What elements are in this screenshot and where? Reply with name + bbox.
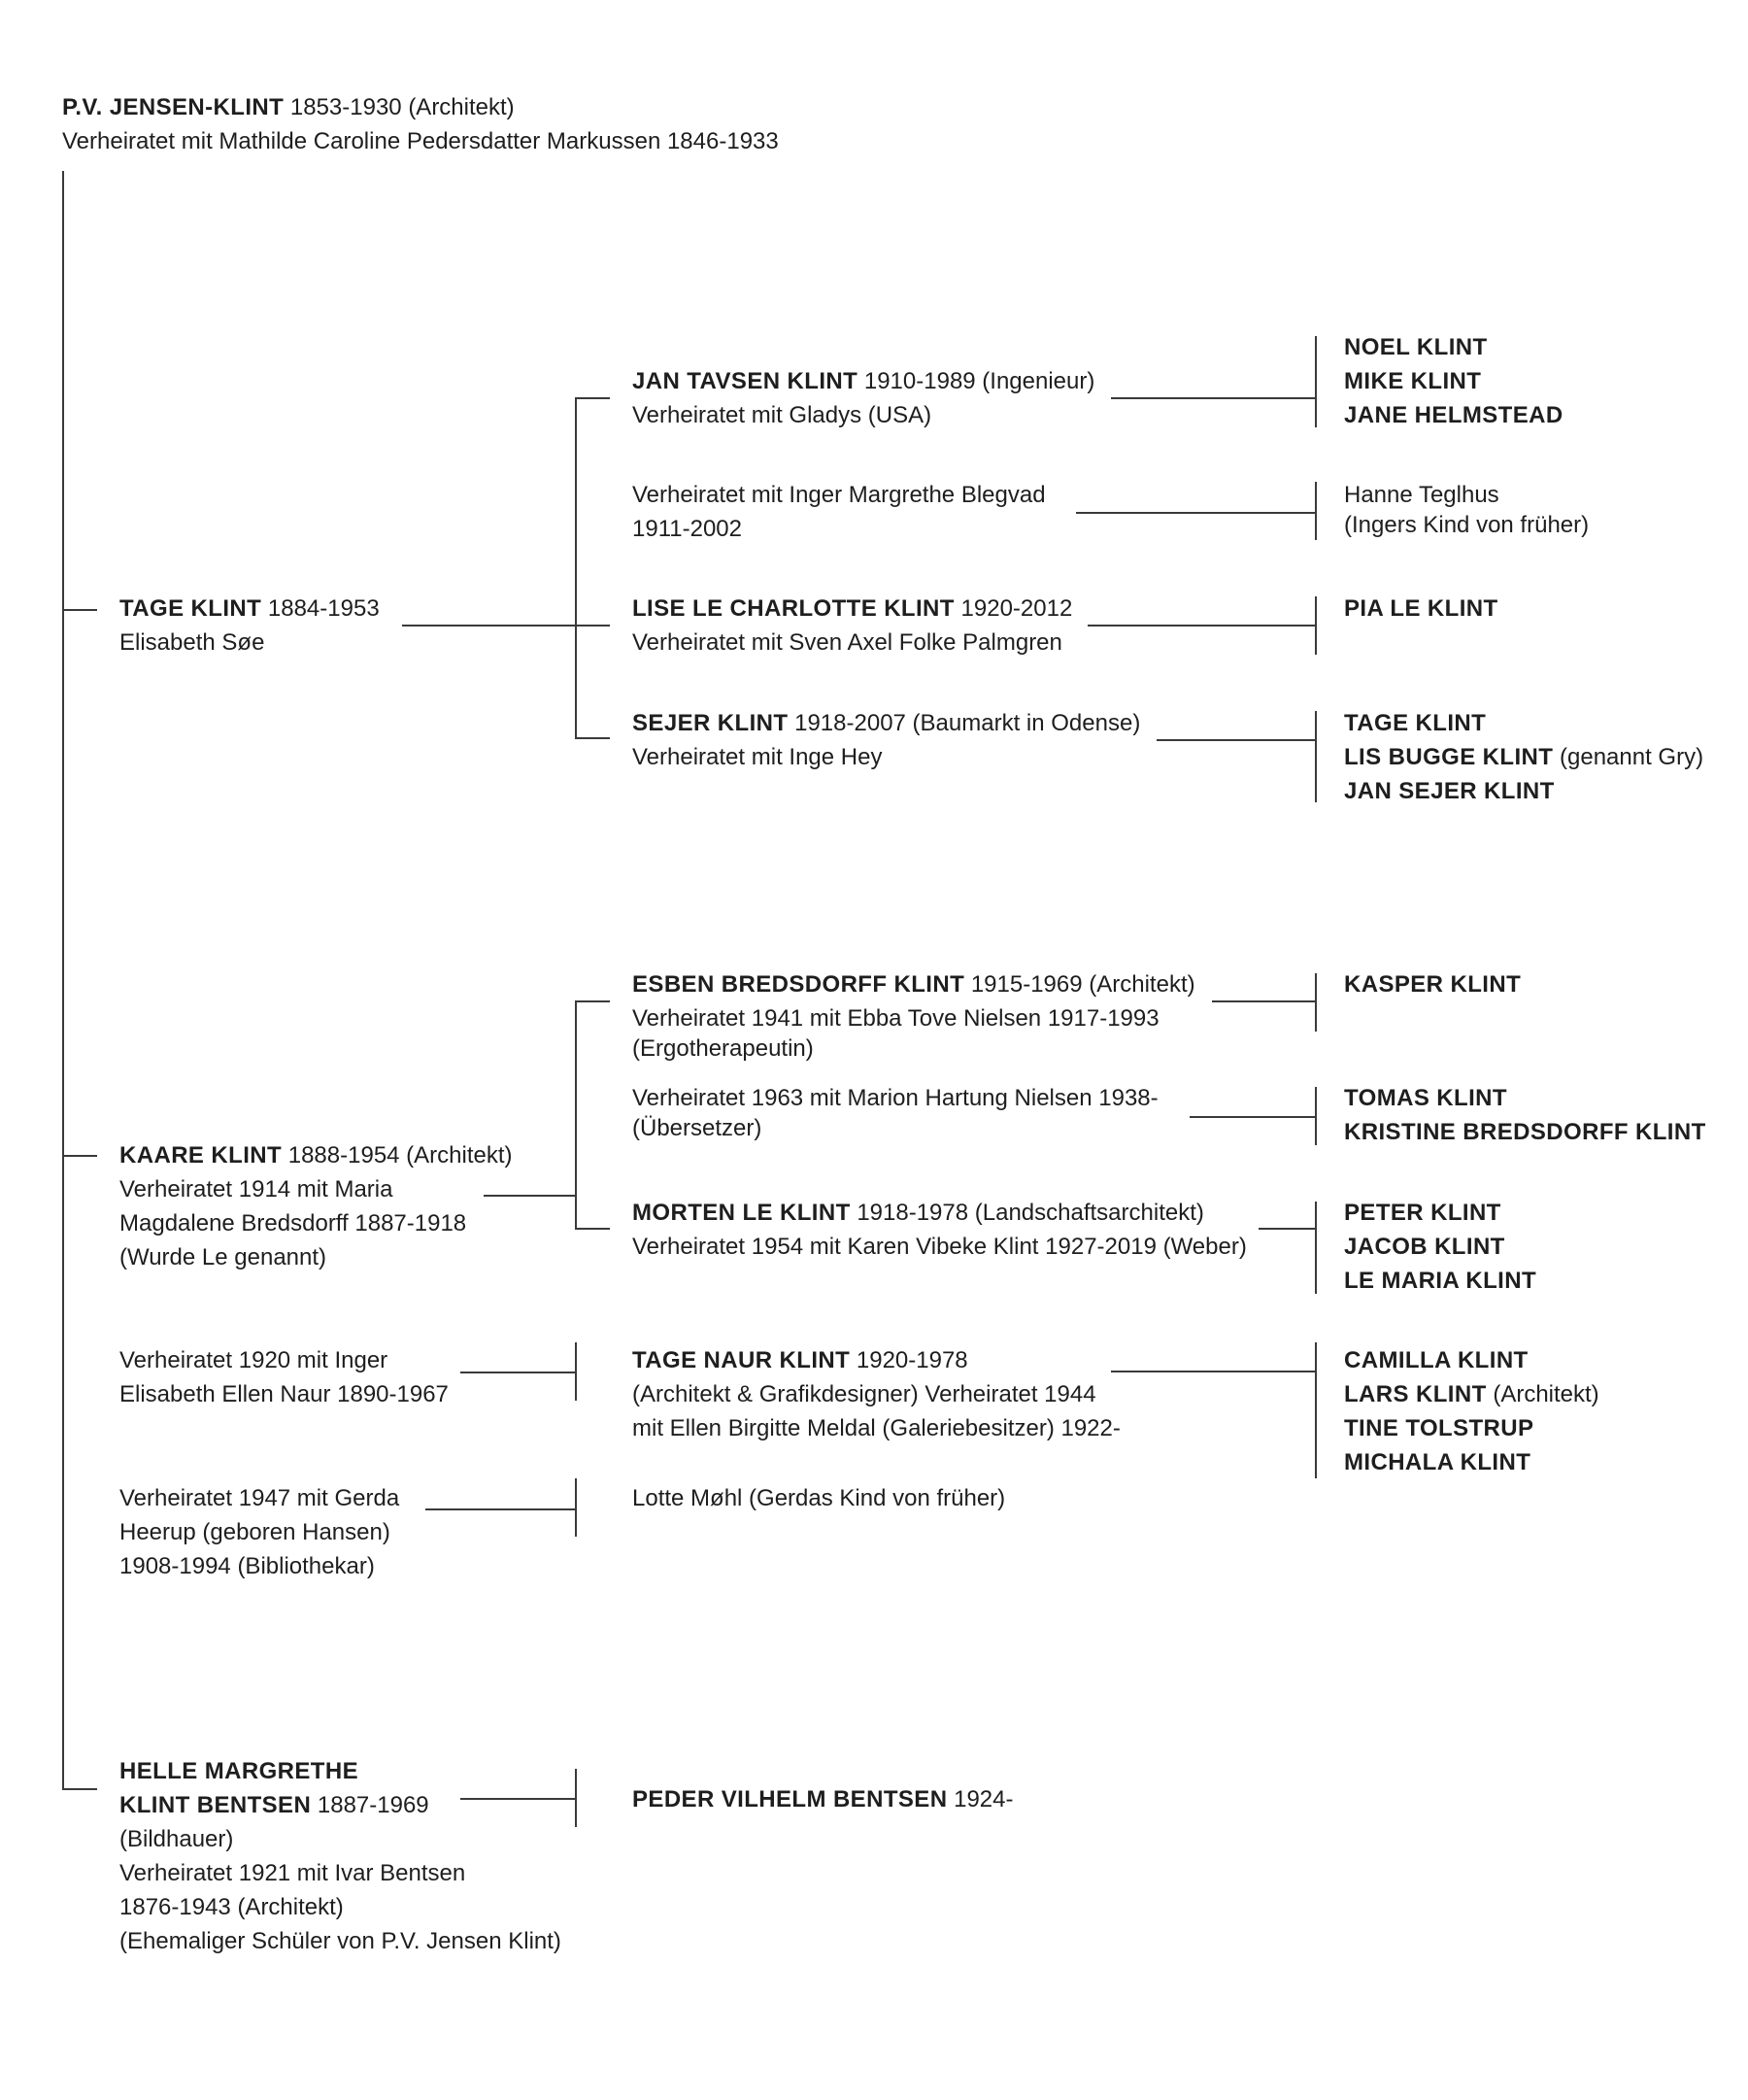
grandchild-pia: PIA LE KLINT — [1344, 595, 1498, 622]
jan-years: 1910-1989 (Ingenieur) — [863, 368, 1095, 394]
jan-bracket-tick — [575, 397, 610, 399]
kaare-marriage3-line1: Verheiratet 1947 mit Gerda — [119, 1485, 400, 1511]
peder-person — [632, 1782, 1014, 1816]
lise-person — [632, 592, 1072, 626]
lise-years: 1920-2012 — [960, 595, 1073, 622]
esben2-grandchildren-bracket — [1315, 1087, 1317, 1145]
marriage2-connector — [460, 1372, 577, 1373]
grandchild-noel: NOEL KLINT — [1344, 334, 1488, 360]
grandchild-lars: LARS KLINT (Architekt) — [1344, 1381, 1599, 1407]
grandchild-lis: LIS BUGGE KLINT (genannt Gry) — [1344, 744, 1704, 770]
sejer-grandchildren-bracket — [1315, 711, 1317, 802]
jan-marriage2-line2: 1911-2002 — [632, 516, 742, 542]
tagenaur-line3: mit Ellen Birgitte Meldal (Galeriebesitzer) 1922- — [632, 1415, 1121, 1441]
jan-spouse: Verheiratet mit Gladys (USA) — [632, 402, 932, 428]
tage-branch-line — [62, 609, 97, 611]
morten-name: MORTEN LE KLINT — [632, 1200, 851, 1226]
jan-grandchildren-bracket — [1315, 336, 1317, 427]
lise-grandchildren-bracket — [1315, 596, 1317, 655]
esben-marriage2-line1: Verheiratet 1963 mit Marion Hartung Nielsen 1938- — [632, 1085, 1159, 1111]
tage-name: TAGE KLINT — [119, 595, 262, 622]
tagenaur-line2: (Architekt & Grafikdesigner) Verheiratet 1944 — [632, 1381, 1096, 1407]
kaare-years: 1888-1954 (Architekt) — [287, 1142, 513, 1169]
sejer-grandchildren-connector — [1157, 739, 1317, 741]
grandchild-jacob: JACOB KLINT — [1344, 1234, 1505, 1260]
hanne-bracket — [1315, 482, 1317, 540]
sejer-name: SEJER KLINT — [632, 710, 789, 736]
esben2-grandchildren-connector — [1190, 1116, 1317, 1118]
tagenaur-years: 1920-1978 — [856, 1347, 968, 1373]
morten-person — [632, 1196, 1204, 1230]
grandchild-camilla: CAMILLA KLINT — [1344, 1347, 1529, 1373]
helle-line6: (Ehemaliger Schüler von P.V. Jensen Klint) — [119, 1928, 561, 1954]
helle-line4: Verheiratet 1921 mit Ivar Bentsen — [119, 1860, 466, 1886]
helle-line3: (Bildhauer) — [119, 1826, 234, 1852]
kaare-branch-line — [62, 1155, 97, 1157]
tage-children-bracket — [575, 397, 577, 739]
esben-name: ESBEN BREDSDORFF KLINT — [632, 971, 965, 998]
lise-name: LISE LE CHARLOTTE KLINT — [632, 595, 955, 622]
tage-spouse: Elisabeth Søe — [119, 629, 265, 656]
marriage2-bracket — [575, 1342, 577, 1401]
root-trunk-line — [62, 171, 64, 1788]
helle-line1: HELLE MARGRETHE — [119, 1758, 358, 1784]
grandchild-tine: TINE TOLSTRUP — [1344, 1415, 1534, 1441]
grandchild-le-maria: LE MARIA KLINT — [1344, 1268, 1537, 1294]
sejer-bracket-tick — [575, 737, 610, 739]
kaare-marriage2-line1: Verheiratet 1920 mit Inger — [119, 1347, 388, 1373]
morten-line2: Verheiratet 1954 mit Karen Vibeke Klint 1927-2019 (Weber) — [632, 1234, 1247, 1260]
grandchild-hanne-line2: (Ingers Kind von früher) — [1344, 512, 1590, 538]
grandchild-tomas: TOMAS KLINT — [1344, 1085, 1507, 1111]
marriage3-connector — [425, 1508, 577, 1510]
lise-spouse: Verheiratet mit Sven Axel Folke Palmgren — [632, 629, 1062, 656]
esben-person — [632, 967, 1195, 1001]
esben-years: 1915-1969 (Architekt) — [970, 971, 1195, 998]
grandchild-jan-sejer: JAN SEJER KLINT — [1344, 778, 1555, 804]
sejer-spouse: Verheiratet mit Inge Hey — [632, 744, 883, 770]
tage-person — [119, 592, 380, 626]
morten-grandchildren-bracket — [1315, 1202, 1317, 1294]
kaare-name: KAARE KLINT — [119, 1142, 283, 1169]
root-years: 1853-1930 (Architekt) — [289, 94, 515, 120]
helle-years: 1887-1969 — [317, 1792, 429, 1818]
esben-bracket-tick — [575, 1000, 610, 1002]
helle-person — [119, 1788, 429, 1822]
morten-bracket-tick — [575, 1228, 610, 1230]
jan-name: JAN TAVSEN KLINT — [632, 368, 858, 394]
tagenaur-name: TAGE NAUR KLINT — [632, 1347, 851, 1373]
peder-name: PEDER VILHELM BENTSEN — [632, 1786, 948, 1812]
sejer-years: 1918-2007 (Baumarkt in Odense) — [794, 710, 1141, 736]
grandchild-kasper: KASPER KLINT — [1344, 971, 1522, 998]
tage-years: 1884-1953 — [267, 595, 380, 622]
kaare-children-bracket — [575, 1000, 577, 1230]
marriage3-bracket — [575, 1478, 577, 1537]
tagenaur-grandchildren-connector — [1111, 1371, 1317, 1372]
morten-years: 1918-1978 (Landschaftsarchitekt) — [857, 1200, 1204, 1226]
esben-grandchildren-bracket — [1315, 973, 1317, 1032]
kaare-marriage3-line2: Heerup (geboren Hansen) — [119, 1519, 390, 1545]
grandchild-peter: PETER KLINT — [1344, 1200, 1501, 1226]
kaare-marriage3-line3: 1908-1994 (Bibliothekar) — [119, 1553, 375, 1579]
esben-line2: Verheiratet 1941 mit Ebba Tove Nielsen 1917-1993 — [632, 1005, 1160, 1032]
helle-branch-line — [62, 1788, 97, 1790]
lise-grandchildren-connector — [1088, 625, 1317, 627]
kaare-children-connector — [484, 1195, 577, 1197]
kaare-line3: Magdalene Bredsdorff 1887-1918 — [119, 1210, 467, 1236]
grandchild-hanne-line1: Hanne Teglhus — [1344, 482, 1499, 508]
tage-children-connector — [402, 625, 610, 627]
grandchild-mike: MIKE KLINT — [1344, 368, 1482, 394]
grandchild-kristine: KRISTINE BREDSDORFF KLINT — [1344, 1119, 1706, 1145]
jan-tavsen-person — [632, 364, 1094, 398]
hanne-connector — [1076, 512, 1317, 514]
grandchild-jane: JANE HELMSTEAD — [1344, 402, 1563, 428]
kaare-marriage2-line2: Elisabeth Ellen Naur 1890-1967 — [119, 1381, 449, 1407]
jan-marriage2-line1: Verheiratet mit Inger Margrethe Blegvad — [632, 482, 1046, 508]
grandchild-michala: MICHALA KLINT — [1344, 1449, 1531, 1475]
kaare-person — [119, 1138, 513, 1172]
esben-grandchildren-connector — [1212, 1000, 1317, 1002]
helle-children-bracket — [575, 1769, 577, 1827]
peder-years: 1924- — [954, 1786, 1014, 1812]
helle-children-connector — [460, 1798, 577, 1800]
jan-grandchildren-connector — [1111, 397, 1317, 399]
tagenaur-person — [632, 1343, 968, 1377]
helle-line5: 1876-1943 (Architekt) — [119, 1894, 344, 1920]
helle-name: KLINT BENTSEN — [119, 1792, 312, 1818]
root-spouse: Verheiratet mit Mathilde Caroline Pedersdatter Markussen 1846-1933 — [62, 128, 779, 154]
lotte-person: Lotte Møhl (Gerdas Kind von früher) — [632, 1485, 1006, 1511]
esben-marriage2-line2: (Übersetzer) — [632, 1115, 762, 1141]
kaare-line4: (Wurde Le genannt) — [119, 1244, 327, 1270]
root-person — [62, 90, 515, 124]
kaare-line2: Verheiratet 1914 mit Maria — [119, 1176, 393, 1202]
esben-line3: (Ergotherapeutin) — [632, 1035, 814, 1062]
tagenaur-grandchildren-bracket — [1315, 1342, 1317, 1478]
grandchild-tage: TAGE KLINT — [1344, 710, 1487, 736]
root-name: P.V. JENSEN-KLINT — [62, 94, 285, 120]
sejer-person — [632, 706, 1140, 740]
morten-grandchildren-connector — [1259, 1228, 1317, 1230]
